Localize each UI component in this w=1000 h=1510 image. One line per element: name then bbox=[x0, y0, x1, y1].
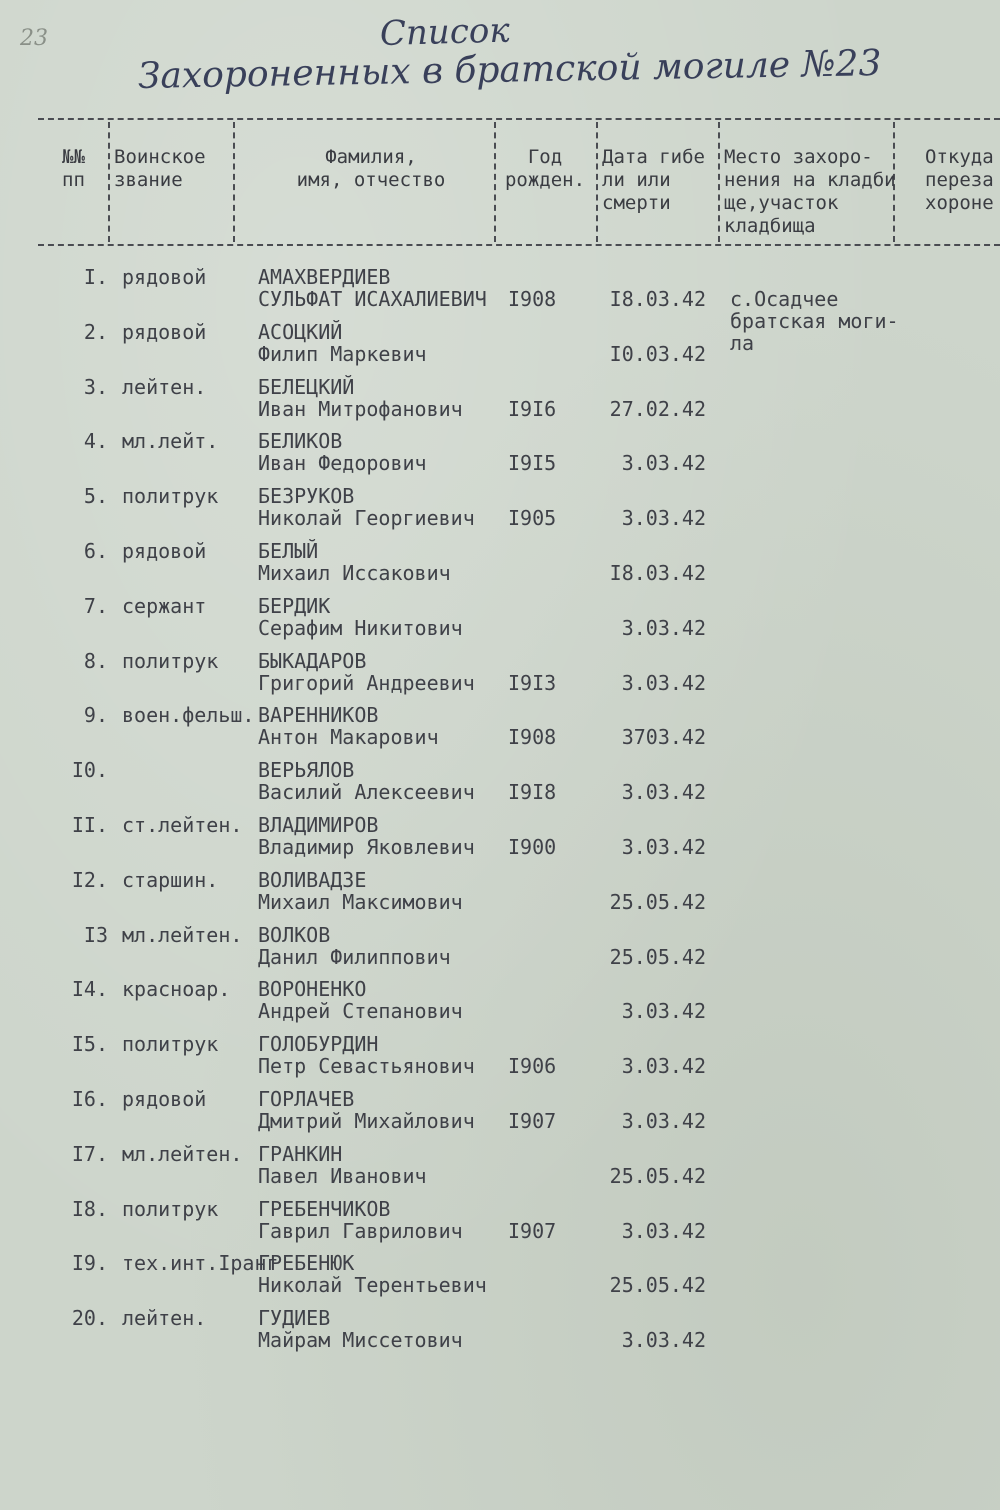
row-number: I3 bbox=[83, 922, 108, 947]
table-row bbox=[0, 814, 1000, 870]
last-name: ГРЕБЕНЧИКОВ bbox=[258, 1196, 391, 1221]
table-row bbox=[0, 430, 1000, 486]
first-name-patronymic: Антон Макарович bbox=[258, 725, 439, 750]
first-name-patronymic: Дмитрий Михайлович bbox=[258, 1109, 475, 1133]
birth-year: I9I5 bbox=[508, 451, 557, 476]
death-date: 3.03.42 bbox=[621, 835, 706, 859]
death-date: 25.05.42 bbox=[609, 1273, 706, 1298]
header-name: Фамилия, имя, отчество bbox=[296, 146, 446, 191]
last-name: ГУДИЕВ bbox=[258, 1306, 331, 1331]
header-rank: Воинское звание bbox=[114, 146, 206, 191]
first-name-patronymic: Данил Филиппович bbox=[258, 944, 451, 969]
last-name: ГРАНКИН bbox=[258, 1141, 343, 1166]
military-rank: политрук bbox=[122, 1196, 219, 1221]
birth-year: I908 bbox=[508, 725, 557, 750]
death-date: 25.05.42 bbox=[609, 944, 706, 969]
military-rank: красноар. bbox=[122, 977, 231, 1002]
death-date: 27.02.42 bbox=[609, 396, 706, 421]
header-place: Место захоро- нения на кладби ще,участок кладбища bbox=[724, 146, 896, 237]
military-rank: мл.лейт. bbox=[122, 429, 219, 454]
military-rank: лейтен. bbox=[122, 374, 207, 399]
first-name-patronymic: Филип Маркевич bbox=[258, 341, 427, 366]
birth-year: I9I3 bbox=[508, 670, 557, 695]
row-number: 5. bbox=[83, 484, 108, 509]
last-name: БЕРДИК bbox=[258, 593, 331, 618]
death-date: 3.03.42 bbox=[621, 999, 706, 1024]
table-row bbox=[0, 869, 1000, 925]
last-name: АМАХВЕРДИЕВ bbox=[258, 265, 391, 289]
death-date: I8.03.42 bbox=[609, 561, 706, 585]
header-bottom-rule bbox=[38, 244, 1000, 246]
row-number: I7. bbox=[71, 1141, 108, 1166]
death-date: 3703.42 bbox=[621, 725, 706, 750]
death-date: I0.03.42 bbox=[609, 341, 706, 366]
military-rank: рядовой bbox=[122, 265, 207, 289]
military-rank: воен.фельш. bbox=[122, 703, 255, 728]
header-top-rule bbox=[38, 118, 1000, 120]
birth-year: I907 bbox=[508, 1109, 557, 1133]
first-name-patronymic: Гаврил Гаврилович bbox=[258, 1218, 463, 1243]
burial-place: с.Осадчее братская моги- ла bbox=[730, 287, 899, 355]
row-number: 8. bbox=[83, 648, 108, 673]
table-row bbox=[0, 540, 1000, 596]
table-row bbox=[0, 1252, 1000, 1308]
table-row bbox=[0, 1088, 1000, 1144]
header-year: Год рожден. bbox=[504, 146, 586, 191]
table-row bbox=[0, 650, 1000, 706]
column-divider bbox=[494, 122, 496, 242]
first-name-patronymic: Николай Георгиевич bbox=[258, 506, 475, 531]
table-row bbox=[0, 1198, 1000, 1254]
first-name-patronymic: Андрей Степанович bbox=[258, 999, 463, 1024]
document-title: Список bbox=[379, 10, 511, 54]
birth-year: I906 bbox=[508, 1054, 557, 1079]
first-name-patronymic: Михаил Максимович bbox=[258, 889, 463, 914]
column-divider bbox=[233, 122, 235, 242]
first-name-patronymic: СУЛЬФАТ ИСАХАЛИЕВИЧ bbox=[258, 287, 487, 311]
table-row bbox=[0, 1143, 1000, 1199]
first-name-patronymic: Владимир Яковлевич bbox=[258, 835, 475, 859]
row-number: 20. bbox=[71, 1306, 108, 1331]
first-name-patronymic: Николай Терентьевич bbox=[258, 1273, 487, 1298]
last-name: ВЕРЬЯЛОВ bbox=[258, 758, 355, 783]
death-date: I8.03.42 bbox=[609, 287, 706, 311]
birth-year: I9I8 bbox=[508, 780, 557, 805]
table-row bbox=[0, 759, 1000, 815]
military-rank: политрук bbox=[122, 1032, 219, 1057]
military-rank: мл.лейтен. bbox=[122, 1141, 243, 1166]
table-row bbox=[0, 321, 1000, 377]
death-date: 3.03.42 bbox=[621, 615, 706, 640]
military-rank: политрук bbox=[122, 648, 219, 673]
death-date: 3.03.42 bbox=[621, 506, 706, 531]
first-name-patronymic: Майрам Миссетович bbox=[258, 1328, 463, 1353]
table-row bbox=[0, 704, 1000, 760]
table-row bbox=[0, 1033, 1000, 1089]
table-row bbox=[0, 924, 1000, 980]
row-number: I8. bbox=[71, 1196, 108, 1221]
header-from: Откуда переза хороне bbox=[925, 146, 994, 214]
first-name-patronymic: Иван Митрофанович bbox=[258, 396, 463, 421]
last-name: АСОЦКИЙ bbox=[258, 319, 343, 344]
last-name: ВОРОНЕНКО bbox=[258, 977, 367, 1002]
military-rank: рядовой bbox=[122, 539, 207, 563]
first-name-patronymic: Петр Севастьянович bbox=[258, 1054, 475, 1079]
row-number: I5. bbox=[71, 1032, 108, 1057]
birth-year: I908 bbox=[508, 287, 557, 311]
military-rank: рядовой bbox=[122, 1087, 207, 1111]
death-date: 3.03.42 bbox=[621, 1109, 706, 1133]
last-name: ГРЕБЕНЮК bbox=[258, 1251, 355, 1276]
last-name: БЕЗРУКОВ bbox=[258, 484, 355, 509]
last-name: ВЛАДИМИРОВ bbox=[258, 813, 379, 837]
birth-year: I905 bbox=[508, 506, 557, 531]
first-name-patronymic: Иван Федорович bbox=[258, 451, 427, 476]
last-name: БЕЛЫЙ bbox=[258, 539, 319, 563]
row-number: 7. bbox=[83, 593, 108, 618]
military-rank: тех.инт.Iранг bbox=[122, 1251, 279, 1276]
military-rank: рядовой bbox=[122, 319, 207, 344]
table-row bbox=[0, 1307, 1000, 1363]
military-rank: лейтен. bbox=[122, 1306, 207, 1331]
death-date: 25.05.42 bbox=[609, 1163, 706, 1188]
last-name: БЕЛЕЦКИЙ bbox=[258, 374, 355, 399]
death-date: 3.03.42 bbox=[621, 1054, 706, 1079]
column-divider bbox=[596, 122, 598, 242]
first-name-patronymic: Михаил Иссакович bbox=[258, 561, 451, 585]
row-number: II. bbox=[71, 813, 108, 837]
row-number: I2. bbox=[71, 867, 108, 892]
first-name-patronymic: Василий Алексеевич bbox=[258, 780, 475, 805]
row-number: I9. bbox=[71, 1251, 108, 1276]
death-date: 25.05.42 bbox=[609, 889, 706, 914]
table-row bbox=[0, 978, 1000, 1034]
military-rank: политрук bbox=[122, 484, 219, 509]
military-rank: сержант bbox=[122, 593, 207, 618]
header-num: №№ пп bbox=[62, 146, 85, 191]
row-number: 3. bbox=[83, 374, 108, 399]
row-number: I0. bbox=[71, 758, 108, 783]
death-date: 3.03.42 bbox=[621, 451, 706, 476]
death-date: 3.03.42 bbox=[621, 1218, 706, 1243]
last-name: ГОРЛАЧЕВ bbox=[258, 1087, 355, 1111]
row-number: I6. bbox=[71, 1087, 108, 1111]
column-divider bbox=[108, 122, 110, 242]
page-number: 23 bbox=[20, 26, 48, 51]
row-number: I4. bbox=[71, 977, 108, 1002]
birth-year: I9I6 bbox=[508, 396, 557, 421]
column-divider bbox=[718, 122, 720, 242]
table-row bbox=[0, 485, 1000, 541]
row-number: 4. bbox=[83, 429, 108, 454]
table-row bbox=[0, 595, 1000, 651]
military-rank: старшин. bbox=[122, 867, 219, 892]
birth-year: I900 bbox=[508, 835, 557, 859]
last-name: ГОЛОБУРДИН bbox=[258, 1032, 379, 1057]
last-name: БЕЛИКОВ bbox=[258, 429, 343, 454]
row-number: I. bbox=[83, 265, 108, 289]
header-date: Дата гибе ли или смерти bbox=[602, 146, 705, 214]
first-name-patronymic: Серафим Никитович bbox=[258, 615, 463, 640]
row-number: 9. bbox=[83, 703, 108, 728]
last-name: ВОЛИВАДЗЕ bbox=[258, 867, 367, 892]
death-date: 3.03.42 bbox=[621, 1328, 706, 1353]
row-number: 6. bbox=[83, 539, 108, 563]
row-number: 2. bbox=[83, 319, 108, 344]
last-name: ВОЛКОВ bbox=[258, 922, 331, 947]
last-name: ВАРЕННИКОВ bbox=[258, 703, 379, 728]
death-date: 3.03.42 bbox=[621, 780, 706, 805]
first-name-patronymic: Григорий Андреевич bbox=[258, 670, 475, 695]
death-date: 3.03.42 bbox=[621, 670, 706, 695]
first-name-patronymic: Павел Иванович bbox=[258, 1163, 427, 1188]
military-rank: ст.лейтен. bbox=[122, 813, 243, 837]
birth-year: I907 bbox=[508, 1218, 557, 1243]
table-row bbox=[0, 376, 1000, 432]
document-subtitle: Захороненных в братской могиле №23 bbox=[137, 43, 882, 97]
military-rank: мл.лейтен. bbox=[122, 922, 243, 947]
last-name: БЫКАДАРОВ bbox=[258, 648, 367, 673]
